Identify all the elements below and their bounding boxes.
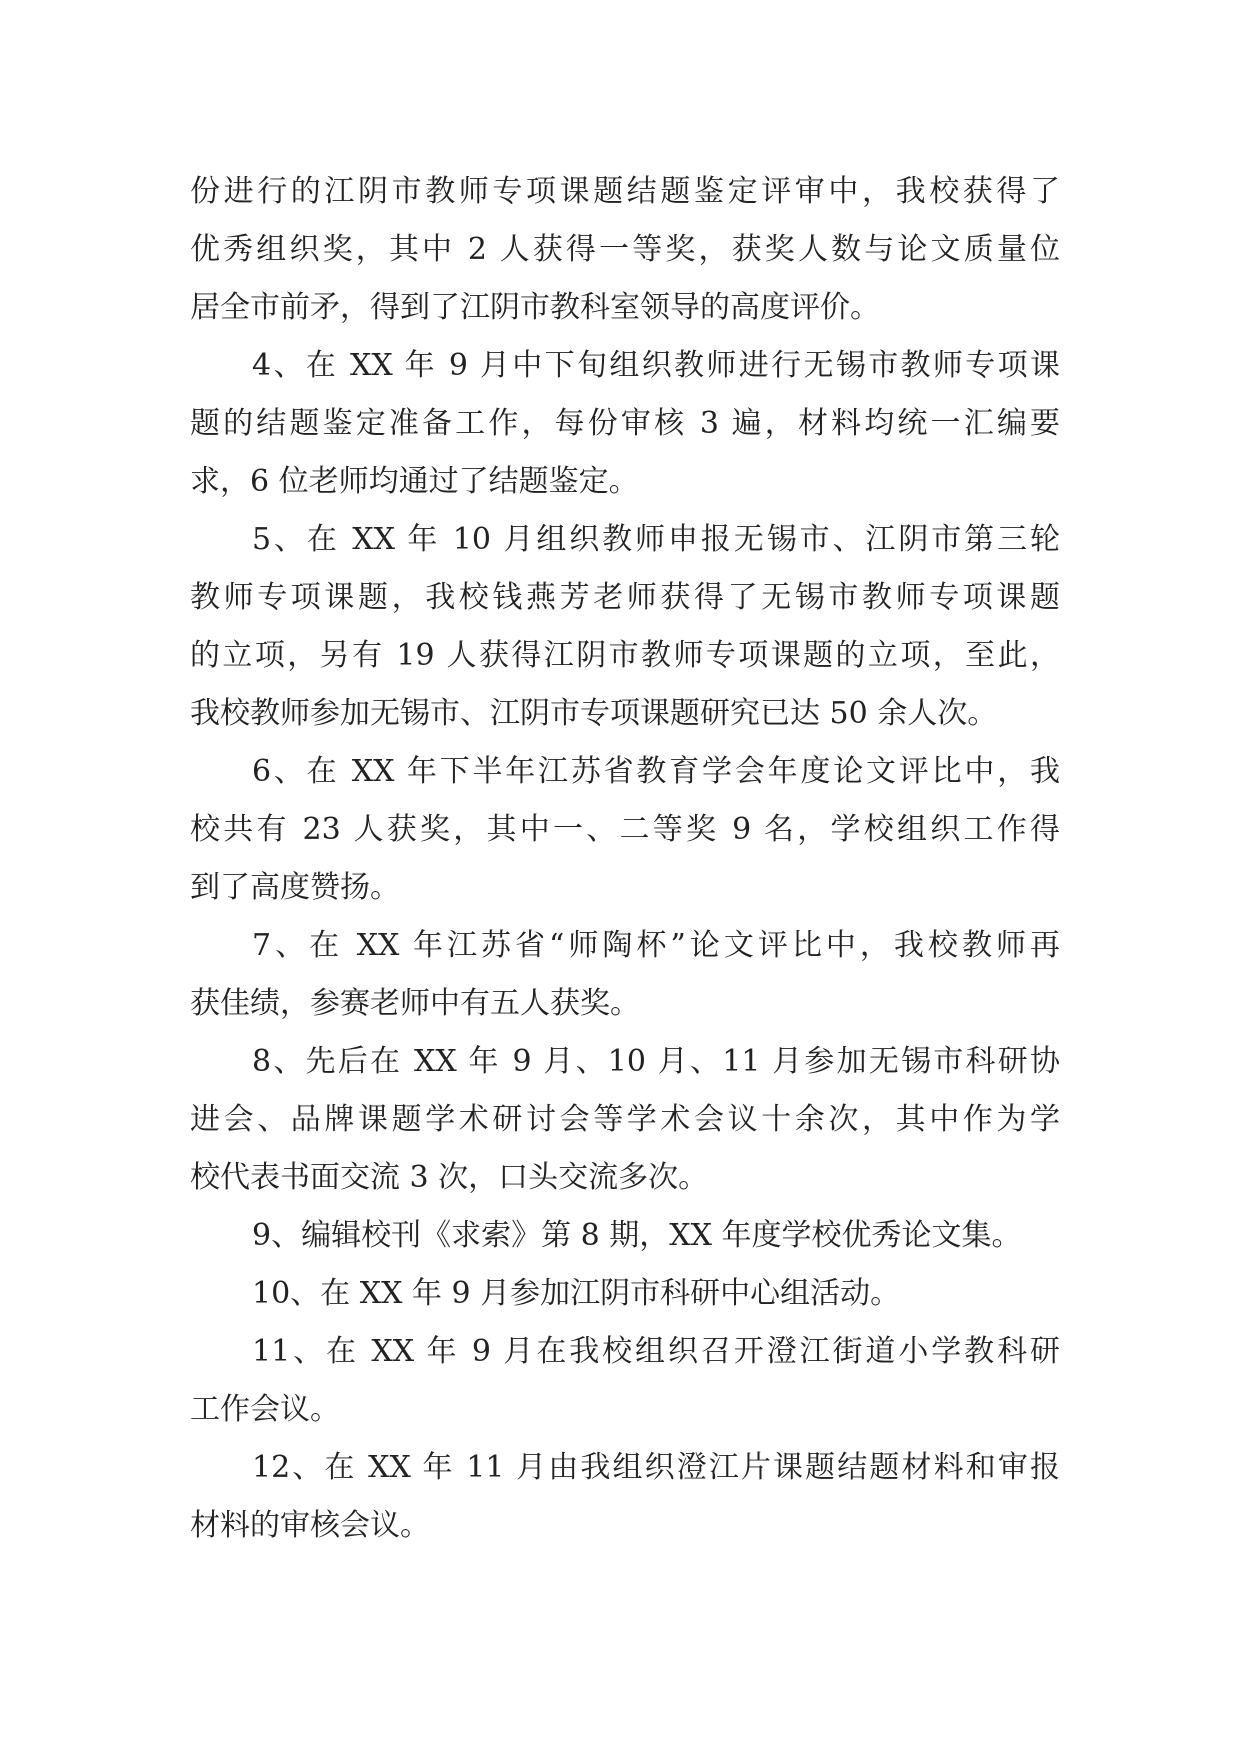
paragraph [190, 163, 1060, 337]
paragraph-line: 份进行的江阴市教师专项课题结题鉴定评审中，我校获得了 [190, 174, 1060, 209]
paragraph-line: 校代表书面交流 3 次，口头交流多次。 [190, 1160, 709, 1195]
paragraph [190, 743, 1060, 917]
paragraph-line: 4、在 XX 年 9 月中下旬组织教师进行无锡市教师专项课 [252, 348, 1060, 383]
paragraph-line: 10、在 XX 年 9 月参加江阴市科研中心组活动。 [252, 1276, 901, 1311]
paragraph-line: 求，6 位老师均通过了结题鉴定。 [190, 464, 639, 499]
paragraph-line: 6、在 XX 年下半年江苏省教育学会年度论文评比中，我 [252, 754, 1060, 789]
paragraph-line: 材料的审核会议。 [190, 1508, 430, 1543]
paragraph-line: 工作会议。 [190, 1392, 340, 1427]
paragraph-line: 题的结题鉴定准备工作，每份审核 3 遍，材料均统一汇编要 [190, 406, 1060, 441]
paragraph-line: 8、先后在 XX 年 9 月、10 月、11 月参加无锡市科研协 [252, 1044, 1060, 1079]
paragraph-line: 9、编辑校刊《求索》第 8 期，XX 年度学校优秀论文集。 [252, 1218, 1022, 1253]
paragraph-line: 的立项，另有 19 人获得江阴市教师专项课题的立项，至此， [190, 638, 1060, 673]
paragraph [190, 1439, 1060, 1555]
paragraph [190, 1033, 1060, 1207]
paragraph-line: 进会、品牌课题学术研讨会等学术会议十余次，其中作为学 [190, 1102, 1060, 1137]
paragraph [190, 1265, 1060, 1323]
paragraph-line: 教师专项课题，我校钱燕芳老师获得了无锡市教师专项课题 [190, 580, 1060, 615]
paragraph-line: 11、在 XX 年 9 月在我校组织召开澄江街道小学教科研 [252, 1334, 1060, 1369]
paragraph-line: 获佳绩，参赛老师中有五人获奖。 [190, 986, 640, 1021]
paragraph [190, 917, 1060, 1033]
paragraph [190, 337, 1060, 511]
paragraph [190, 1323, 1060, 1439]
paragraph-line: 我校教师参加无锡市、江阴市专项课题研究已达 50 余人次。 [190, 696, 998, 731]
paragraph-line: 5、在 XX 年 10 月组织教师申报无锡市、江阴市第三轮 [252, 522, 1060, 557]
paragraph-line: 居全市前矛，得到了江阴市教科室领导的高度评价。 [190, 290, 880, 325]
paragraph-line: 校共有 23 人获奖，其中一、二等奖 9 名，学校组织工作得 [190, 812, 1060, 847]
paragraph-line: 优秀组织奖，其中 2 人获得一等奖，获奖人数与论文质量位 [190, 232, 1060, 267]
paragraph-line: 7、在 XX 年江苏省“师陶杯”论文评比中，我校教师再 [252, 928, 1060, 963]
paragraph [190, 511, 1060, 743]
paragraph [190, 1207, 1060, 1265]
paragraph-line: 到了高度赞扬。 [190, 870, 400, 905]
paragraph-line: 12、在 XX 年 11 月由我组织澄江片课题结题材料和审报 [252, 1450, 1060, 1485]
document-body [190, 163, 1060, 1555]
